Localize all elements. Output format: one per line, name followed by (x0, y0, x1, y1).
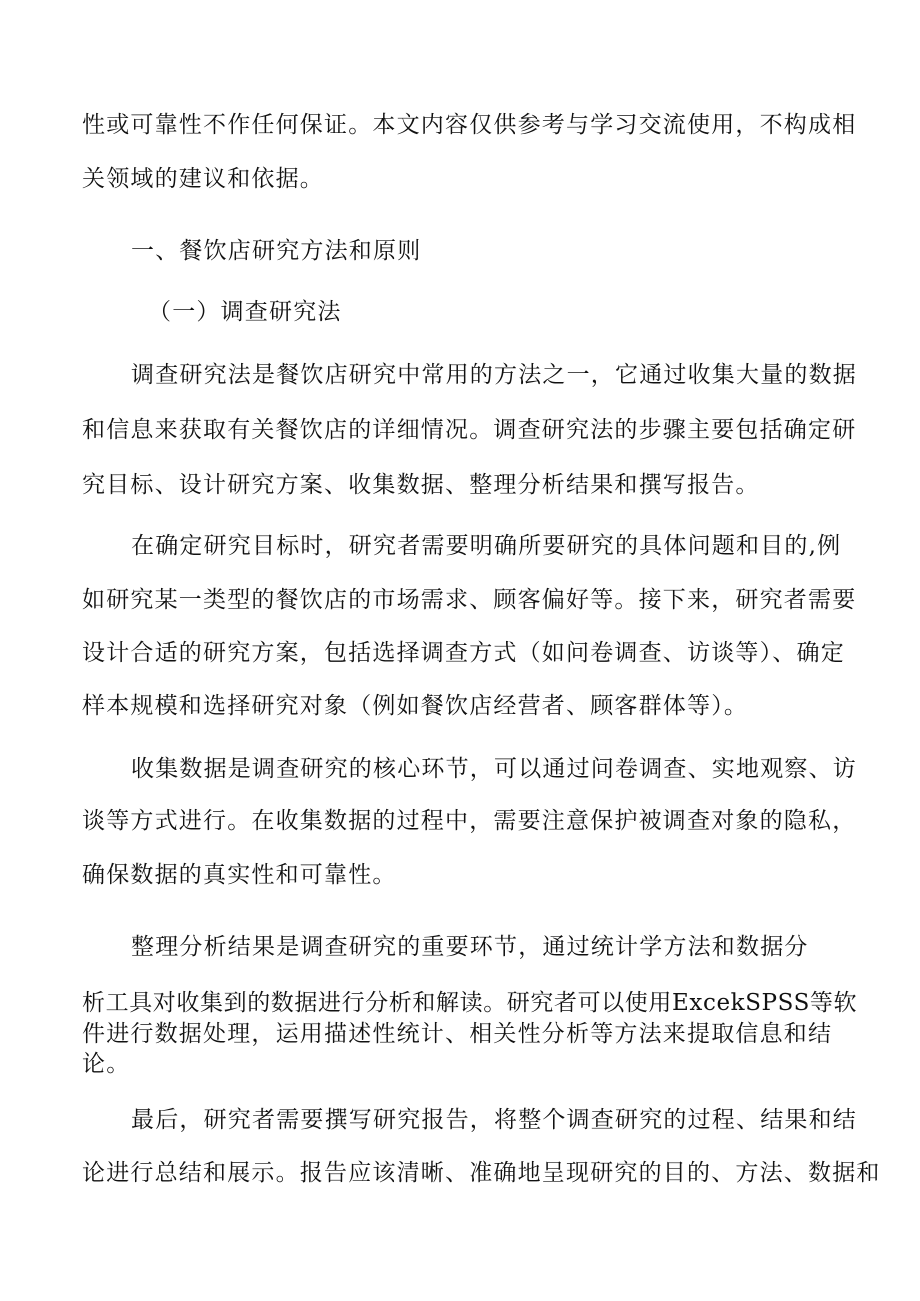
text-line: 设计合适的研究方案，包括选择调查方式（如问卷调查、访谈等）、确定 (82, 640, 845, 666)
text-line: 性或可靠性不作任何保证。本文内容仅供参考与学习交流使用，不构成相 (82, 112, 857, 138)
text-line: 论进行总结和展示。报告应该清晰、准确地呈现研究的目的、方法、数据和 (82, 1160, 881, 1186)
text-line: 如研究某一类型的餐饮店的市场需求、顾客偏好等。接下来，研究者需要 (82, 587, 857, 613)
text-line: 论。 (82, 1051, 131, 1077)
text-line: 和信息来获取有关餐饮店的详细情况。调查研究法的步骤主要包括确定研 (82, 417, 857, 443)
subsection-heading: （一）调查研究法 (148, 299, 342, 325)
text-line: 样本规模和选择研究对象（例如餐饮店经营者、顾客群体等）。 (82, 693, 749, 719)
text-line: 在确定研究目标时，研究者需要明确所要研究的具体问题和目的,例 (131, 533, 842, 559)
text-line: 确保数据的真实性和可靠性。 (82, 862, 397, 888)
text-line: 整理分析结果是调查研究的重要环节，通过统计学方法和数据分 (131, 934, 809, 960)
text-line: 谈等方式进行。在收集数据的过程中，需要注意保护被调查对象的隐私， (82, 808, 857, 834)
text-line: 析工具对收集到的数据进行分析和解读。研究者可以使用ExcekSPSS等软 (82, 990, 858, 1016)
section-heading: 一、餐饮店研究方法和原则 (131, 238, 422, 264)
text-line: 收集数据是调查研究的核心环节，可以通过问卷调查、实地观察、访 (131, 756, 857, 782)
text-line: 关领域的建议和依据。 (82, 166, 324, 192)
text-line: 究目标、设计研究方案、收集数据、整理分析结果和撰写报告。 (82, 472, 760, 498)
text-line: 调查研究法是餐饮店研究中常用的方法之一，它通过收集大量的数据 (131, 362, 857, 388)
text-line: 最后，研究者需要撰写研究报告，将整个调查研究的过程、结果和结 (131, 1107, 857, 1133)
text-line: 件进行数据处理，运用描述性统计、相关性分析等方法来提取信息和结 (82, 1021, 833, 1047)
